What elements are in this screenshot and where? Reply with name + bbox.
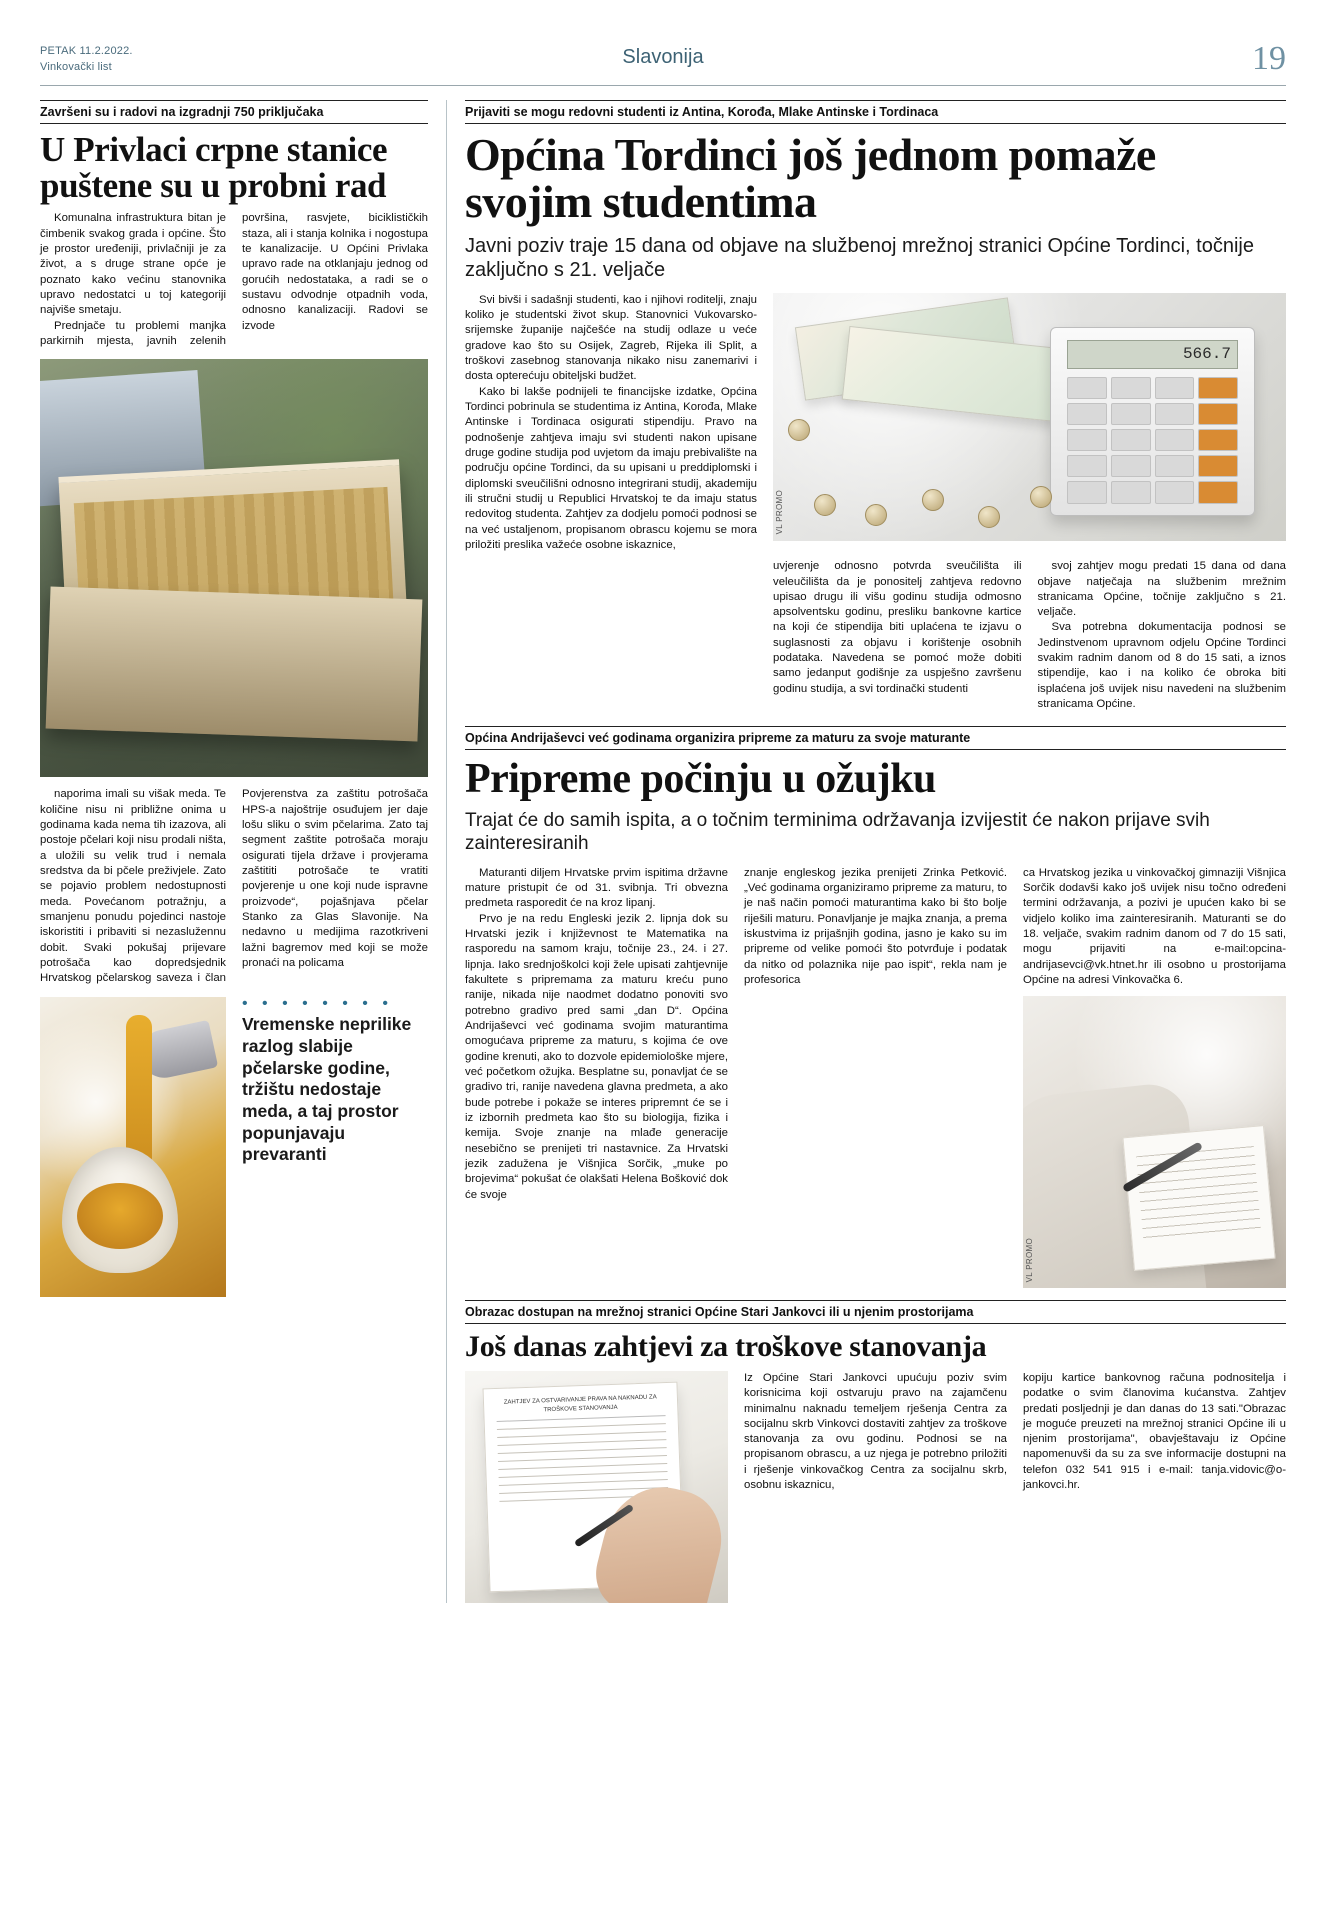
coin (788, 419, 810, 441)
article-andrijasevci (465, 726, 1286, 1288)
pcelari-body (40, 787, 428, 986)
pcelari-promo-wrap (242, 987, 428, 1297)
privlaka-kicker: Završeni su i radovi na izgradnji 750 priključaka (40, 100, 428, 124)
form-line (497, 1431, 666, 1438)
calculator-key (1155, 377, 1195, 399)
column-divider (446, 100, 447, 1603)
andrijasevci-col3: ca Hrvatskog jezika u vinkovačkoj gimnaziji Višnjica Sorčik dodavši kako još uvijek nisu točno određeni termini održavanja, a pozivi je upućen kako bi se vidjelo koliko ima zainteresiranih. Maturanti se do 18. veljače, svakim radnim danom od 7 do 15 sati, mogu prijaviti na e-mail:opcina-andrijasevci@vk.htnet.hr ili osobno u prostorijama Općine na adresi Vinkovačka 6. (1023, 866, 1286, 986)
top-columns (40, 100, 1286, 1603)
calculator-key (1198, 429, 1238, 451)
tordinci-headline: Općina Tordinci još jednom pomaže svojim studentima (465, 129, 1156, 227)
calculator-key (1111, 403, 1151, 425)
masthead-page-number: 19 (1252, 40, 1286, 77)
form-title: ZAHTJEV ZA OSTVARIVANJE PRAVA NA NAKNADU ZA TROŠKOVE STANOVANJA (496, 1393, 665, 1422)
jankovci-kicker: Obrazac dostupan na mrežnoj stranici Općine Stari Jankovci ili u njenim prostorijama (465, 1300, 1286, 1324)
jankovci-headline: Još danas zahtjevi za troškove stanovanja (465, 1330, 987, 1364)
coin (814, 494, 836, 516)
article-privlaka (40, 100, 428, 349)
form-photo-wrap (465, 1371, 728, 1603)
article-tordinci (465, 100, 1286, 712)
article-jankovci (465, 1300, 1286, 1603)
tordinci-col23 (773, 559, 1286, 712)
money-photo-wrap (773, 293, 1286, 554)
calculator-key (1067, 481, 1107, 503)
calculator-key (1198, 481, 1238, 503)
calculator-key (1198, 377, 1238, 399)
study-photo (1023, 996, 1286, 1288)
jankovci-cols (465, 1371, 1286, 1603)
left-column (40, 100, 428, 1603)
calculator-key (1067, 429, 1107, 451)
jankovci-col1: Iz Općine Stari Jankovci upućuju poziv svim korisnicima koji ostvaruju pravo na zajamčenu minimalnu naknadu temeljem rješenja Centra za socijalnu skrb Vinkovci dostaviti zahtjev za troškove stanovanja za ovu godinu. Podnosi se na propisanom obrascu, a uz njega je potrebno priložiti i rješenje vinkovačkog Centra za socijalnu skrb, osobnu iskaznicu, (744, 1371, 1007, 1492)
tordinci-col23-wrap (773, 559, 1286, 712)
tordinci-bottom (465, 559, 1286, 712)
privlaka-headline: U Privlaci crpne stanice puštene su u probni rad (40, 130, 388, 205)
calculator-key (1155, 455, 1195, 477)
honeycomb-frame-secondary (45, 587, 422, 742)
calculator-key (1198, 403, 1238, 425)
form-lines (497, 1423, 668, 1502)
form-line (499, 1471, 668, 1478)
privlaka-body (40, 211, 428, 349)
left-lower (40, 987, 428, 1297)
application-form-photo (465, 1371, 728, 1603)
coin (1030, 486, 1052, 508)
tordinci-col2: uvjerenje odnosno potvrda sveučilišta ili veleučilišta da je ponositelj zahtjeva redovno upisao drugu ili višu godinu studija odmosno apsolventsku godinu, presliku bankovne kartice na koji će stipendija biti uplaćena te izjavu o suglasnosti za objavu i korištenje osobnih podataka. Navedena se pomoć može dobiti samo jedanput godišnje za uspješno završenu godinu studija, a svi tordinački studenti (773, 560, 1022, 695)
right-column (465, 100, 1286, 1603)
calculator-key (1111, 377, 1151, 399)
banknote-2 (842, 326, 1064, 423)
jankovci-col2: kopiju kartice bankovnog računa podnositelja i podatke o svim članovima kućanstva. Zahtjev predati posljednji je dan danas do 13 sati."Obrazac je moguće preuzeti na mrežnoj stranici Općine ili u njenim prostorijama", obavještavaju iz Općine napomenuvši da su za sve informacije dostupni na telefon 032 541 915 i e-mail: tanja.vidovic@o-jankovci.hr. (1023, 1371, 1286, 1492)
tordinci-kicker: Prijaviti se mogu redovni studenti iz Antina, Korođa, Mlake Antinske i Tordinaca (465, 100, 1286, 124)
tordinci-subhead: Javni poziv traje 15 dana od objave na službenoj mrežnoj stranici Općine Tordinci, točnije zaključno s 21. veljače (465, 234, 1254, 282)
tordinci-spacer (465, 559, 757, 712)
coin (978, 506, 1000, 528)
calculator-key (1198, 455, 1238, 477)
coin (865, 504, 887, 526)
pcelari-promo-text: Vremenske neprilike razlog slabije pčelarske godine, tržištu nedostaje meda, a taj prostor popunjavaju prevaranti (242, 1014, 412, 1165)
money-calculator-photo (773, 293, 1286, 541)
photo-credit: VL PROMO (1025, 1237, 1034, 1283)
calculator-key (1155, 429, 1195, 451)
andrijasevci-subhead: Trajat će do samih ispita, a o točnim terminima održavanja izvijestit će nakon prijave svih zainteresiranih (465, 810, 1210, 855)
masthead-section: Slavonija (622, 46, 704, 68)
andrijasevci-headline: Pripreme počinju u ožujku (465, 756, 936, 803)
andrijasevci-col1: Maturanti diljem Hrvatske prvim ispitima državne mature pristupit će od 31. svibnja. Tri obvezna predmeta rasporedit će na kroz lipanj. Prvo je na redu Engleski jezik 2. lipnja dok su Hrvatski jezik i književnost te Matematika na rasporedu na samom kraju, točnije 23., 24. i 27. lipnja. Iako srednjoškolci koji žele upisati zahtjevnije fakultete s pripremama za maturu kreću puno ranije, nikada nije naodmet dodatno ponoviti svo potrebno gradivo pred sami „dan D“. Općina Andrijaševci već godinama svojim maturantima omogućava pripreme za maturu, s kojima će ove godine krenuti, ako to dozvole epidemiološke mjere, već početkom ožujka. Besplatne su, ponavljat će se gradivo tri, ranije navedena glavna predmeta, a ako bude potrebe i pokaže se interes pripremnt će se i iz izbornih predmeta kao što su biologija, fizika i kemija. Svoje znanje na mlađe generacije nesebično se prenijeti tri nastavnice. Za Hrvatski jezik zadužena je Višnjica Sorčik, „muke po brojevima“ pokušat će olakšati Helena Bošković dok će svoje (465, 866, 728, 1201)
calculator-display: 566.7 (1067, 340, 1238, 370)
tordinci-top (465, 293, 1286, 554)
calculator-keys (1067, 377, 1238, 504)
calculator-key (1067, 377, 1107, 399)
privlaka-col1: Komunalna infrastruktura bitan je čimbenik svakog grada i općine. Što je prostor uređeniji, privlačniji je za život, a s druge strane opće je poznato kako većinu stanovnika upravo nedostatci u toj kategoriji najviše smetaju. Prednjače tu problemi manjka parkirnih mjesta, javnih zelenih površina, rasvjete, biciklističkih staza, ali i stanja kolnika i nogostupa te kanalizacije. U Općini Privlaka upravo rade na otklanjaju jednog od gorućih nedostataka, a radi se o sustavu odvodnje otpadnih voda, odnosno kanalizaciji. Radovi se izvode (40, 212, 428, 347)
andrijasevci-col2: znanje engleskog jezika prenijeti Zrinka Petković. „Već godinama organiziramo pripreme za maturu, to je naš način pomoći maturantima kako bi što bolje riješili maturu. Ponavljanje je majka znanja, a prema iskustvima iz prijašnjih godina, jasno je kako su im pripreme od velike pomoći što potvrđuje i podatak da nitko od polaznika nije pao ispit“, rekla nam je profesorica (744, 866, 1007, 986)
calculator-key (1111, 455, 1151, 477)
pcelari-col1: naporima imali su višak meda. Te količine nisu ni približne onima u godinama kada nema tih izazova, ali postoje pčelari koji nisu prodali ništa, a uložili su velik trud i nemala sredstva da bi pčele preživjele. Zato se pojavio problem nedostupnosti meda. Povećanom potražnju, a smanjenu ponudu pojedinci nastoje iskoristiti i pribaviti si nezaslužennu dobit. Svaki pokušaj prijevare potrošača kao dopredsjednik Hrvatskog pčelarskog saveza i član Povjerenstva za zaštitu potrošača HPS-a najoštrije osuđujem jer daje lošu sliku o svim pčelarima. Zato taj segment zaštite potrošača moraju osigurati tijela države i provjerama zaštititi potrošače te vratiti povjerenje u one koji nude ispravne proizvode“, pojašnjava pčelar Stanko za Glas Slavonije. Na nedavno u medijima razotkriveni lažni bagremov med koji se može pronaći na policama (40, 788, 428, 985)
calculator-key (1155, 481, 1195, 503)
calculator-key (1067, 455, 1107, 477)
andrijasevci-kicker: Općina Andrijaševci već godinama organizira pripreme za maturu za svoje maturante (465, 726, 1286, 750)
tordinci-col3: svoj zahtjev mogu predati 15 dana od dana objave natječaja na službenim mrežnim stranicama Općine, točnije zaključno s 21. veljače. Sva potrebna dokumentacija podnosi se Jedinstvenom upravnom odjelu Općine Tordinci svakim radnim danom od 8 do 15 sati, a iznos stipendije, kao i na koliko će obroka biti isplaćena još uvijek nisu navedeni na službenim stranicama Općine. (1037, 560, 1286, 711)
masthead-publication: Vinkovački list (40, 60, 112, 73)
page-content (40, 100, 1286, 1603)
form-line (498, 1463, 667, 1470)
masthead-date-line1: PETAK 11.2.2022. (40, 45, 133, 57)
tordinci-col1-wrap (465, 293, 757, 554)
form-line (498, 1439, 667, 1446)
form-line (498, 1455, 667, 1462)
form-line (497, 1423, 666, 1430)
masthead (40, 40, 1286, 86)
coin (922, 489, 944, 511)
honey-photo-wrap (40, 987, 226, 1297)
tordinci-col1: Svi bivši i sadašnji studenti, kao i njihovi roditelji, znaju koliko je studentski život skup. Stanovnici Vukovarsko-srijemske županije najčešće na studij odlaze u veće gradove kao što su Osijek, Zagreb, Rijeka ili Split, a troškovi zasebnog stanovanja nikako nisu zanemarivi i dosta opterećuju obiteljski budžet. Kako bi lakše podnijeli te financijske izdatke, Općina Tordinci pobrinula se studentima iz Antina, Korođa, Mlake Antinske i Tordinaca osigurati stipendiju. Pravo na podnošenje zahtjeva imaju svi studenti nakon upisane druge godine studija pod uvjetom da imaju prebivalište na području općine Tordinci, da su upisani u preddiplomski i diplomski sveučilišni odnosno integrirani studij, akademiju ili stručni studij u Republici Hrvatskoj te da imaju status redovitog studenta. Zahtjev za dodjelu pomoći podnosi se na već ustaljenom, propisanom obrascu kojemu se mora priložiti preslika važeće osobne iskaznice, (465, 293, 757, 551)
beehive-photo (40, 359, 428, 777)
dotted-divider: • • • • • • • • (242, 994, 393, 1012)
photo-credit: VL PROMO (775, 490, 784, 535)
honey-photo (40, 997, 226, 1297)
calculator-key (1111, 429, 1151, 451)
andrijasevci-cols (465, 866, 1286, 1289)
form-line (498, 1447, 667, 1454)
calculator (1050, 327, 1255, 515)
calculator-key (1067, 403, 1107, 425)
honey-pool (77, 1183, 163, 1249)
andrijasevci-col3-wrap (1023, 866, 1286, 1289)
calculator-key (1155, 403, 1195, 425)
form-line (499, 1479, 668, 1486)
calculator-key (1111, 481, 1151, 503)
